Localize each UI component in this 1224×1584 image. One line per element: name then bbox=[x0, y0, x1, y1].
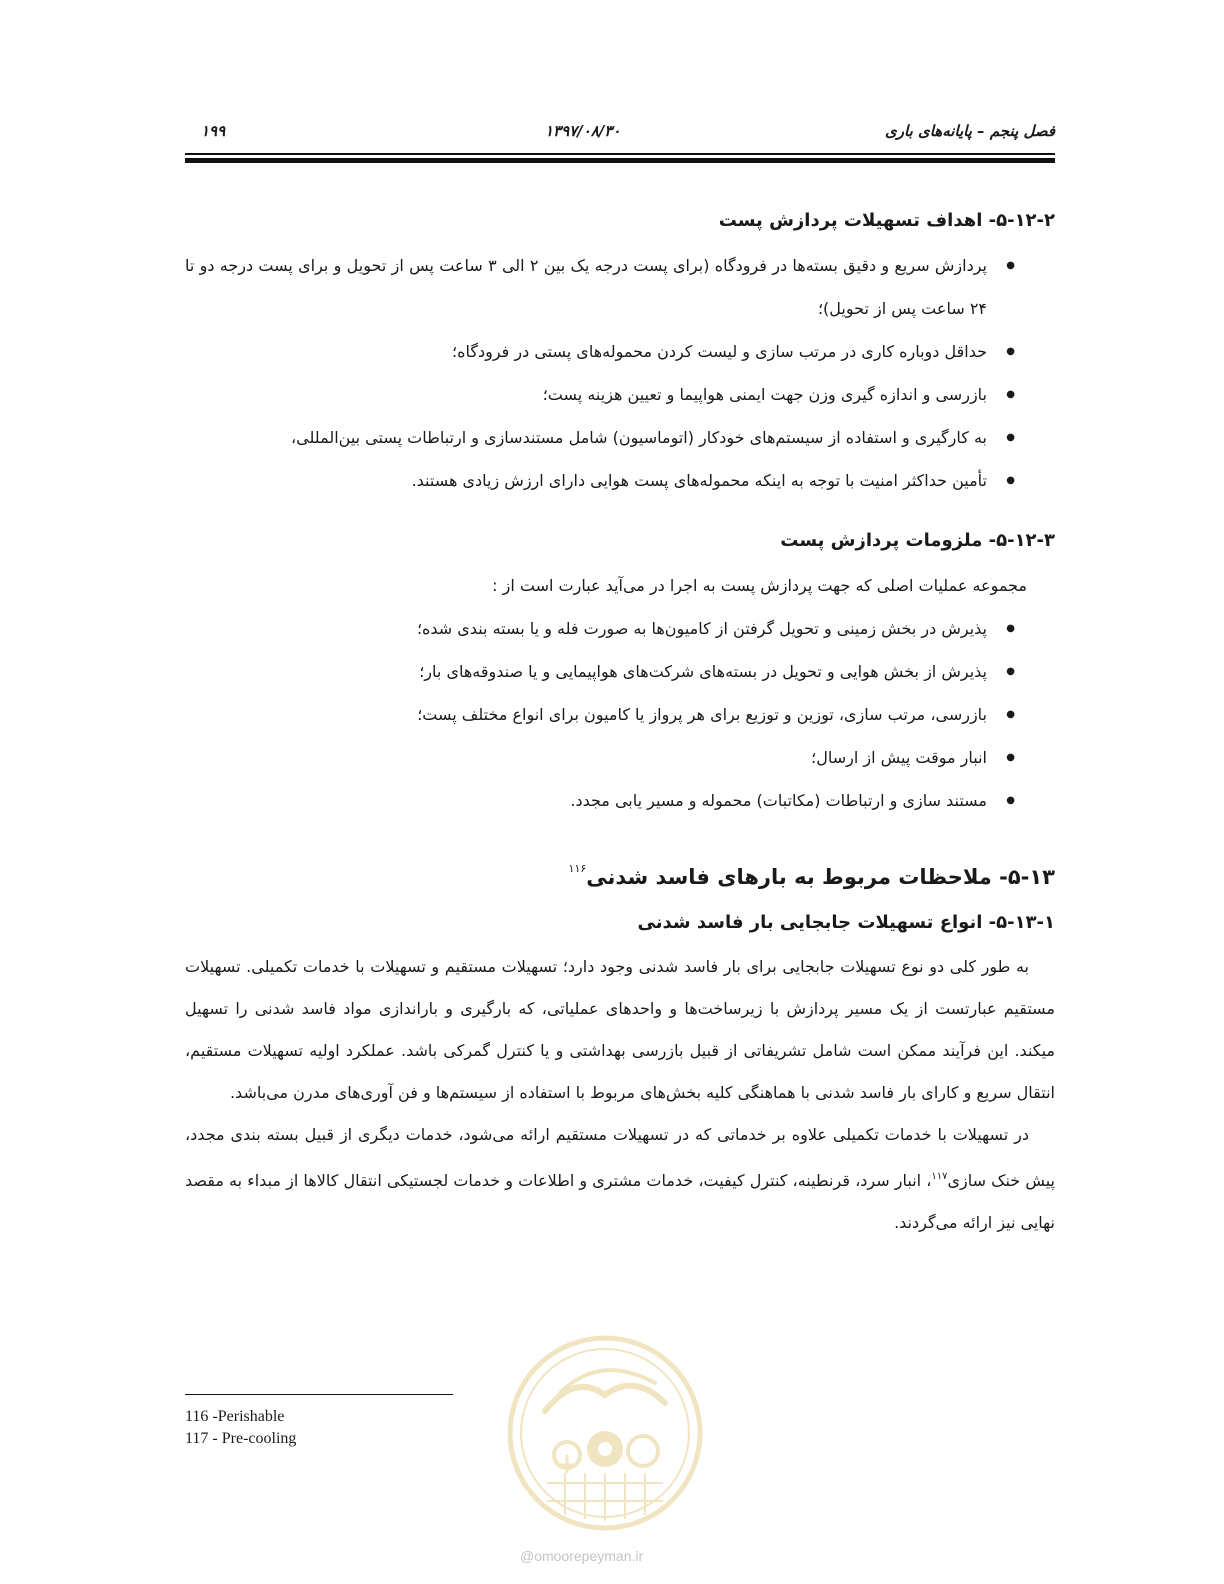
list-item: ● انبار موقت پیش از ارسال؛ bbox=[185, 736, 1055, 779]
footnotes bbox=[185, 1406, 296, 1450]
paragraph-direct-facilities: به طور کلی دو نوع تسهیلات جابجایی برای بار فاسد شدنی وجود دارد؛ تسهیلات مستقیم و تسهیلات با خدمات تکمیلی. تسهیلات مستقیم عبارتست از یک مسیر پردازش با زیرساخت‌ها و واحدهای عملیاتی، که بارگیری و باراندازی مواد فاسد شدنی را تسهیل میکند. این فرآیند ممکن است شامل تشریفاتی از قبیل بازرسی بهداشتی و یا کنترل گمرکی باشد. عملکرد اولیه تسهیلات مستقیم، انتقال سریع و کارای بار فاسد شدنی با هماهنگی کلیه بخش‌های مربوط با استفاده از سیستم‌ها و فن آوری‌های مدرن می‌باشد. bbox=[185, 957, 1055, 1102]
list-item: ● تأمین حداکثر امنیت با توجه به اینکه محموله‌های پست هوایی دارای ارزش زیادی هستند. bbox=[185, 459, 1055, 502]
paragraph-text-a: در تسهیلات با خدمات تکمیلی علاوه بر خدماتی که در تسهیلات مستقیم ارائه می‌شود، خدمات دیگری از قبیل بسته بندی مجدد، پیش خنک سازی bbox=[185, 1125, 1055, 1190]
chapter-title: فصل پنجم – پایانه‌های باری bbox=[885, 122, 1055, 140]
list-item: ● بازرسی، مرتب سازی، توزین و توزیع برای هر پرواز یا کامیون برای انواع مختلف پست؛ bbox=[185, 693, 1055, 736]
list-item: ● بازرسی و اندازه گیری وزن جهت ایمنی هواپیما و تعیین هزینه پست؛ bbox=[185, 373, 1055, 416]
footnote-rule bbox=[185, 1394, 453, 1395]
section-heading-perishable bbox=[185, 838, 1055, 900]
running-header bbox=[185, 120, 1055, 146]
footnote-116: 116 -Perishable bbox=[185, 1408, 285, 1425]
footnote-ref-116: ۱۱۶ bbox=[568, 862, 587, 875]
page-body bbox=[185, 198, 1055, 1244]
goals-list bbox=[185, 244, 1055, 502]
header-rule-thick bbox=[185, 158, 1055, 163]
header-date: ۱۳۹۷/۰۸/۳۰ bbox=[545, 122, 621, 140]
section-heading-requirements: ۵-۱۲-۳- ملزومات پردازش پست bbox=[780, 530, 1055, 551]
watermark-seal-icon bbox=[505, 1333, 705, 1533]
list-item: ● پذیرش از بخش هوایی و تحویل در بسته‌های شرکت‌های هواپیمایی و یا صندوقه‌های بار؛ bbox=[185, 650, 1055, 693]
footnote-ref-117: ۱۱۷ bbox=[931, 1171, 948, 1182]
requirements-list bbox=[185, 607, 1055, 822]
requirements-intro: مجموعه عملیات اصلی که جهت پردازش پست به اجرا در می‌آید عبارت است از : bbox=[492, 576, 1027, 595]
list-item: ● پذیرش در بخش زمینی و تحویل گرفتن از کامیون‌ها به صورت فله و یا بسته بندی شده؛ bbox=[185, 607, 1055, 650]
list-item: ● به کارگیری و استفاده از سیستم‌های خودکار (اتوماسیون) شامل مستندسازی و ارتباطات پستی بین‌المللی، bbox=[185, 416, 1055, 459]
page-number: ۱۹۹ bbox=[201, 122, 226, 140]
paragraph-text-b: ، انبار سرد، قرنطینه، کنترل کیفیت، خدمات مشتری و اطلاعات و خدمات لجستیکی انتقال کالاها از مبداء به مقصد نهایی نیز ارائه می‌گردند. bbox=[185, 1171, 1055, 1232]
watermark-url: @omoorepeyman.ir bbox=[520, 1548, 644, 1564]
footnote-117: 117 - Pre-cooling bbox=[185, 1430, 297, 1447]
perishable-heading-text: ۵-۱۳- ملاحظات مربوط به بارهای فاسد شدنی bbox=[586, 865, 1055, 889]
header-rule-thin bbox=[185, 153, 1055, 155]
section-heading-goals: ۵-۱۲-۲- اهداف تسهیلات پردازش پست bbox=[718, 210, 1055, 231]
list-item: ● مستند سازی و ارتباطات (مکاتبات) محموله و مسیر یابی مجدد. bbox=[185, 779, 1055, 822]
list-item: ● پردازش سریع و دقیق بسته‌ها در فرودگاه (برای پست درجه یک بین ۲ الی ۳ ساعت پس از تحویل و برای پست درجه دو تا ۲۴ ساعت پس از تحویل)؛ bbox=[185, 244, 1055, 330]
list-item: ● حداقل دوباره کاری در مرتب سازی و لیست کردن محموله‌های پستی در فرودگاه؛ bbox=[185, 330, 1055, 373]
paragraph-value-added-facilities bbox=[185, 1114, 1055, 1244]
section-heading-handling: ۵-۱۳-۱- انواع تسهیلات جابجایی بار فاسد شدنی bbox=[637, 912, 1055, 933]
